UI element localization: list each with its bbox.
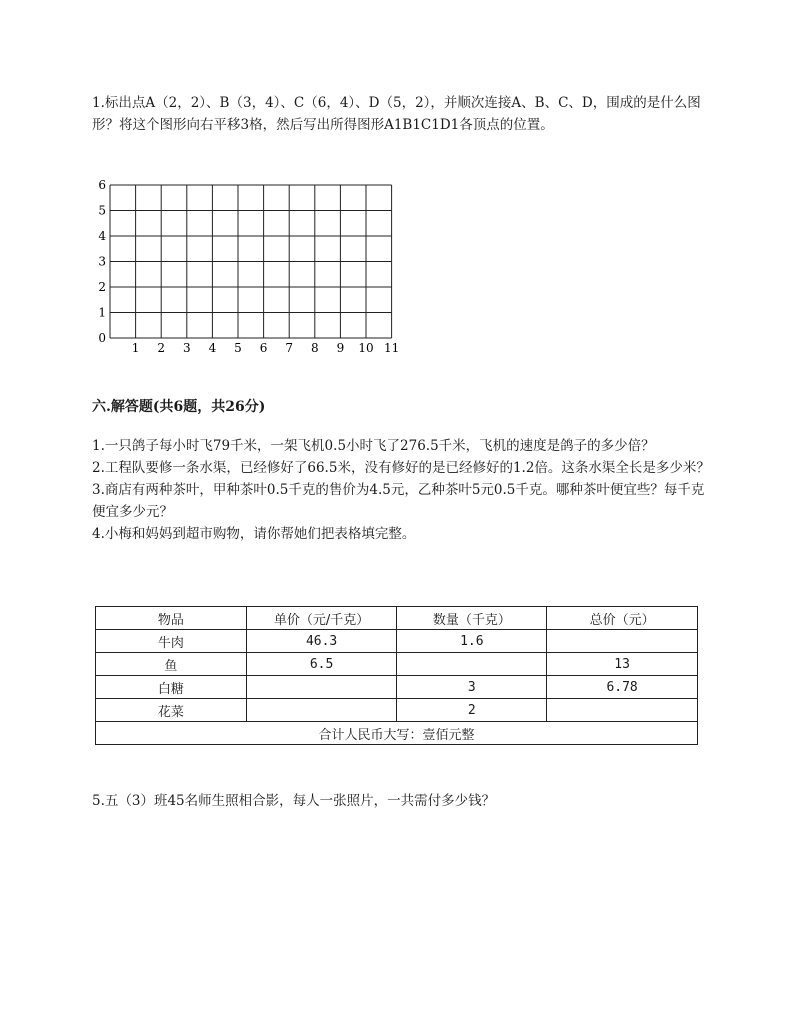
header-total: 总价（元） bbox=[547, 607, 698, 630]
cell-unit-price bbox=[246, 699, 397, 722]
y-tick-label: 4 bbox=[98, 229, 106, 243]
y-tick-label: 0 bbox=[98, 331, 106, 345]
y-tick-label: 6 bbox=[98, 178, 106, 192]
table-footer-row bbox=[96, 722, 698, 745]
question-5-text: 5.五（3）班45名师生照相合影，每人一张照片，一共需付多少钱？ bbox=[92, 793, 496, 809]
x-tick-label: 8 bbox=[310, 341, 319, 355]
cell-quantity: 3 bbox=[397, 676, 547, 699]
y-tick-label: 2 bbox=[98, 280, 106, 294]
x-tick-label: 6 bbox=[259, 341, 268, 355]
table-footer: 合计人民币大写：壹佰元整 bbox=[96, 722, 698, 745]
problem-1: 1.一只鸽子每小时飞79千米，一架飞机0.5小时飞了276.5千米，飞机的速度是鸽子的多少倍？ bbox=[92, 438, 655, 454]
cell-item: 花菜 bbox=[96, 699, 247, 722]
cell-unit-price: 6.5 bbox=[246, 653, 397, 676]
cell-unit-price: 46.3 bbox=[246, 630, 397, 653]
cell-total bbox=[547, 699, 698, 722]
coordinate-grid bbox=[92, 176, 412, 356]
y-tick-label: 3 bbox=[98, 254, 106, 269]
x-tick-label: 5 bbox=[234, 341, 242, 355]
grid-svg bbox=[92, 176, 412, 356]
x-tick-label: 2 bbox=[157, 341, 166, 355]
cell-item: 牛肉 bbox=[96, 630, 247, 653]
cell-item: 鱼 bbox=[96, 653, 247, 676]
x-tick-label: 7 bbox=[285, 341, 294, 355]
x-tick-label: 1 bbox=[131, 341, 140, 355]
x-tick-label: 9 bbox=[336, 341, 345, 355]
problem-3: 3.商店有两种茶叶，甲种茶叶0.5千克的售价为4.5元，乙种茶叶5元0.5千克。哪种茶叶便宜些？每千克便宜多少元？ bbox=[92, 482, 705, 520]
table-header-row bbox=[96, 607, 698, 630]
x-tick-label: 10 bbox=[358, 341, 374, 355]
cell-unit-price bbox=[246, 676, 397, 699]
header-quantity: 数量（千克） bbox=[397, 607, 547, 630]
x-tick-label: 4 bbox=[208, 341, 217, 355]
cell-item: 白糖 bbox=[96, 676, 247, 699]
table-row bbox=[96, 630, 698, 653]
question-1-text: 1.标出点A（2，2）、B（3，4）、C（6，4）、D（5，2），并顺次连接A、B、C、D，围成的是什么图形？将这个图形向右平移3格，然后写出所得图形A1B1C1D1各顶点的位置。 bbox=[92, 95, 701, 133]
table-row bbox=[96, 699, 698, 722]
shopping-table bbox=[95, 606, 698, 745]
section-title: 六.解答题(共6题，共26分) bbox=[92, 399, 266, 415]
y-tick-label: 1 bbox=[98, 305, 106, 320]
problem-2: 2.工程队要修一条水渠，已经修好了66.5米，没有修好的是已经修好的1.2倍。这条水渠全长是多少米？ bbox=[92, 460, 710, 476]
cell-quantity: 1.6 bbox=[397, 630, 547, 653]
table-row bbox=[96, 676, 698, 699]
table-row bbox=[96, 653, 698, 676]
cell-total: 6.78 bbox=[547, 676, 698, 699]
problem-4: 4.小梅和妈妈到超市购物，请你帮她们把表格填完整。 bbox=[92, 526, 416, 542]
header-item: 物品 bbox=[96, 607, 247, 630]
y-tick-label: 5 bbox=[98, 203, 106, 218]
cell-total bbox=[547, 630, 698, 653]
cell-total: 13 bbox=[547, 653, 698, 676]
header-unit-price: 单价（元/千克） bbox=[246, 607, 397, 630]
cell-quantity bbox=[397, 653, 547, 676]
x-tick-label: 3 bbox=[182, 341, 191, 355]
x-tick-label: 11 bbox=[383, 341, 400, 355]
cell-quantity: 2 bbox=[397, 699, 547, 722]
problem-list bbox=[92, 435, 712, 545]
